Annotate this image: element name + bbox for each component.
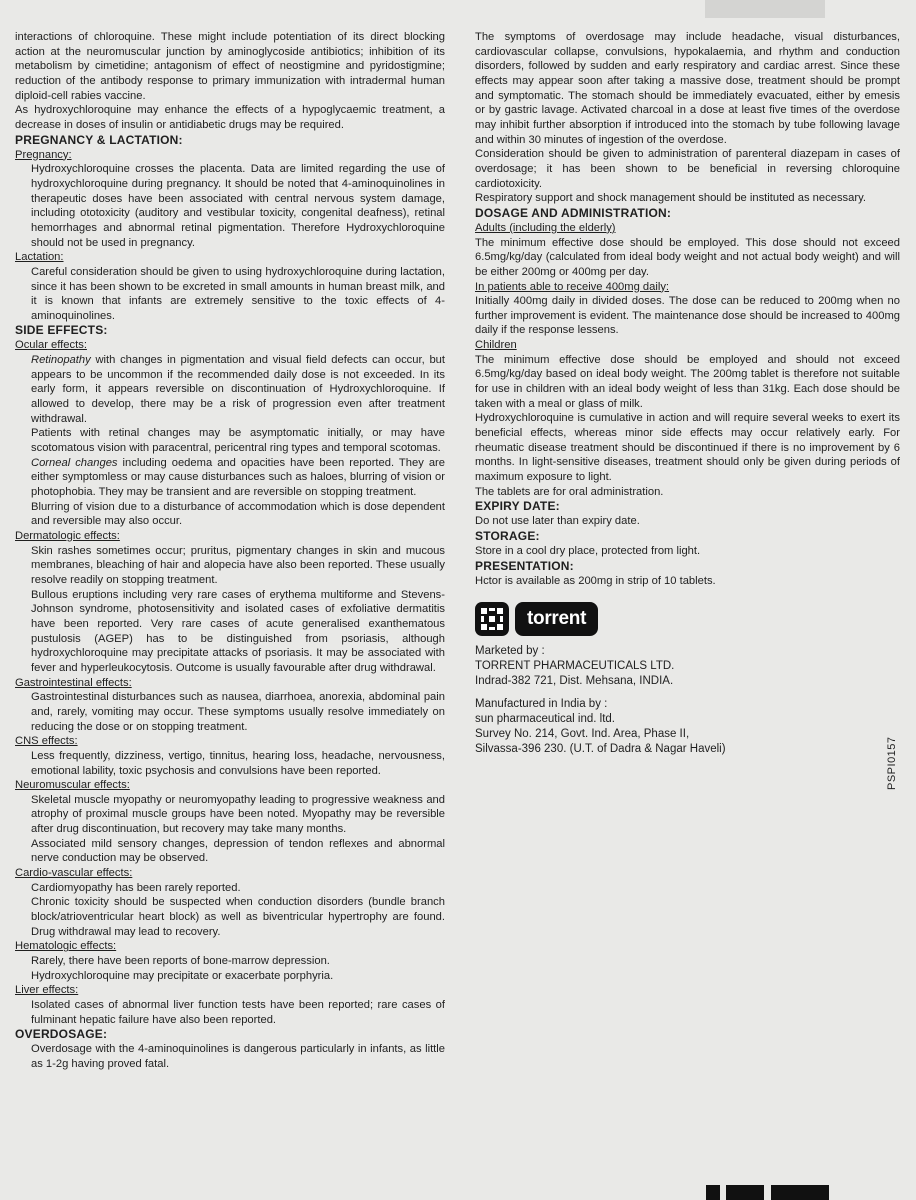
marketed-address: Indrad-382 721, Dist. Mehsana, INDIA. bbox=[475, 675, 674, 688]
bottom-bar-2 bbox=[726, 1185, 764, 1200]
manufactured-address-2: Silvassa-396 230. (U.T. of Dadra & Nagar Haveli) bbox=[475, 743, 726, 756]
torrent-logo bbox=[475, 602, 900, 636]
paragraph-cns: Less frequently, dizziness, vertigo, tinnitus, hearing loss, headache, nervousness, emotional lability, toxic psychosis and convulsions have been reported. bbox=[31, 749, 445, 777]
paragraph-cumulative: Hydroxychloroquine is cumulative in action and will require several weeks to exert its beneficial effects, whereas minor side effects may occur relatively early. For rheumatic disease treatment should be discontinued if there is no improvement by 6 months. In light-sensitive diseases, treatment should only be given during periods of maximum exposure to light. bbox=[475, 412, 900, 484]
document-code: PSPI0157 bbox=[886, 736, 898, 790]
paragraph-diazepam: Consideration should be given to administration of parenteral diazepam in cases of overdosage; it has been shown to be beneficial in reversing chloroquine cardiotoxicity. bbox=[475, 148, 900, 190]
subheading-hematologic: Hematologic effects: bbox=[15, 940, 117, 953]
subheading-cns: CNS effects: bbox=[15, 735, 78, 748]
marketed-company: TORRENT PHARMACEUTICALS LTD. bbox=[475, 660, 675, 673]
paragraph-overdosage: Overdosage with the 4-aminoquinolines is dangerous particularly in infants, as little as 1-2g having proved fatal. bbox=[31, 1043, 445, 1070]
bottom-bar-1 bbox=[706, 1185, 720, 1200]
heading-dosage: DOSAGE AND ADMINISTRATION: bbox=[475, 205, 672, 220]
manufactured-label: Manufactured in India by : bbox=[475, 698, 608, 711]
paragraph-adults: The minimum effective dose should be employed. This dose should not exceed 6.5mg/kg/day (calculated from ideal body weight and not actual body weight) and will be either 200mg or 400mg per day. bbox=[475, 236, 900, 278]
paragraph-oral: The tablets are for oral administration. bbox=[475, 485, 664, 498]
subheading-pregnancy: Pregnancy: bbox=[15, 148, 72, 161]
paragraph-retinal-changes: Patients with retinal changes may be asymptomatic initially, or may have scotomatous vision with paracentral, pericentral ring types and temporal scotomas. bbox=[31, 427, 445, 455]
manufactured-company: sun pharmaceutical ind. ltd. bbox=[475, 713, 615, 726]
subheading-neuromuscular: Neuromuscular effects: bbox=[15, 779, 130, 792]
paragraph-neuromuscular-1: Skeletal muscle myopathy or neuromyopathy leading to progressive weakness and atrophy of proximal muscle groups have been noted. Myopathy may be reversible after drug discontinuation, but recovery may take many months. bbox=[31, 793, 445, 836]
paragraph-symptoms: The symptoms of overdosage may include headache, visual disturbances, cardiovascular collapse, convulsions, hypokalaemia, and rhythm and conduction disorders, followed by sudden and early respiratory and cardiac arrest. Since these effects may appear soon after taking a massive dose, treatment should be prompt and symptomatic. The stomach should be immediately evacuated, either by emesis or by gastric lavage. Activated charcoal in a dose at least five times of the overdose may inhibit further absorption if introduced into the stomach by tube following lavage and within 30 minutes of ingestion of the overdose. bbox=[475, 31, 900, 146]
paragraph-liver: Isolated cases of abnormal liver function tests have been reported; rare cases of fulminant hepatic failure have also been reported. bbox=[31, 999, 445, 1026]
bottom-bar-3 bbox=[771, 1185, 829, 1200]
paragraph-children: The minimum effective dose should be employed and should not exceed 6.5mg/kg/day based on ideal body weight. The 200mg tablet is therefore not suitable for use in children with an ideal body weight of less than 31kg. Each dose should be taken with a meal or glass of milk. bbox=[475, 353, 900, 410]
subheading-liver: Liver effects: bbox=[15, 984, 79, 997]
overdosage-section bbox=[15, 1042, 445, 1071]
marketed-by-block bbox=[475, 644, 900, 689]
label-corneal: Corneal changes bbox=[31, 456, 118, 469]
paragraph-hematologic-2: Hydroxychloroquine may precipitate or exacerbate porphyria. bbox=[31, 969, 334, 982]
paragraph-lactation: Careful consideration should be given to using hydroxychloroquine during lactation, since it has been shown to be excreted in small amounts in human breast milk, and it is known that infants are extremely sensitive to the toxic effects of 4-aminoquinolines. bbox=[31, 265, 445, 322]
paragraph-skin: Skin rashes sometimes occur; pruritus, pigmentary changes in skin and mucous membranes, bleaching of hair and alopecia have also been reported. These usually resolve readily on stopping treatment. bbox=[31, 544, 445, 586]
paragraph-bullous: Bullous eruptions including very rare cases of erythema multiforme and Stevens-Johnson syndrome, photosensitivity and isolated cases of exfoliative dermatitis have been reported. Very rare cases of acute generalised exanthematous pustulosis (AGEP) has to be distinguished from psoriasis, although hydroxychloroquine may precipitate attacks of psoriasis. It may be associated with fever and hyperleukocytosis. Outcome is usually favourable after drug withdrawal. bbox=[31, 588, 445, 674]
paragraph-blurring: Blurring of vision due to a disturbance of accommodation which is dose dependent and reversible may also occur. bbox=[31, 500, 445, 528]
torrent-checker-logo-icon bbox=[475, 602, 509, 636]
manufactured-by-block bbox=[475, 697, 900, 757]
subheading-children: Children bbox=[475, 339, 517, 352]
heading-expiry: EXPIRY DATE: bbox=[475, 499, 560, 514]
label-retinopathy: Retinopathy bbox=[31, 354, 91, 367]
top-margin-mark bbox=[705, 0, 825, 18]
subheading-adults: Adults (including the elderly) bbox=[475, 221, 616, 234]
right-column bbox=[475, 30, 900, 757]
subheading-gastrointestinal: Gastrointestinal effects: bbox=[15, 676, 132, 689]
left-column bbox=[15, 30, 445, 1072]
paragraph-neuromuscular-2: Associated mild sensory changes, depression of tendon reflexes and abnormal nerve conduction may be observed. bbox=[31, 837, 445, 865]
paragraph-pregnancy: Hydroxychloroquine crosses the placenta. Data are limited regarding the use of hydroxychloroquine during pregnancy. It should be noted that 4-aminoquinolines in therapeutic doses have been associated with central nervous system damage, including ototoxicity (auditory and vestibular toxicity, congenital deafness), retinal hemorrhages and abnormal retinal pigmentation. Therefore Hydroxychloroquine should not be used in pregnancy. bbox=[31, 163, 445, 249]
heading-side-effects: SIDE EFFECTS: bbox=[15, 323, 108, 338]
manufactured-address-1: Survey No. 214, Govt. Ind. Area, Phase II, bbox=[475, 728, 690, 741]
paragraph-expiry: Do not use later than expiry date. bbox=[475, 515, 640, 528]
paragraph-400mg: Initially 400mg daily in divided doses. The dose can be reduced to 200mg when no further improvement is evident. The maintenance dose should be increased to 400mg daily if the response lessens. bbox=[475, 295, 900, 337]
subheading-400mg: In patients able to receive 400mg daily: bbox=[475, 280, 670, 293]
paragraph-retinopathy: Retinopathy with changes in pigmentation and visual field defects can occur, but appears to be uncommon if the recommended daily dose is not exceeded. In its early form, it appears reversible on discontinuation of Hydroxychloroquine. If allowed to develop, there may be a risk of progression even after treatment withdrawal. bbox=[31, 354, 445, 425]
paragraph-cardiovascular-1: Cardiomyopathy has been rarely reported. bbox=[31, 881, 241, 894]
subheading-ocular: Ocular effects: bbox=[15, 339, 87, 352]
paragraph-hypoglycaemic: As hydroxychloroquine may enhance the effects of a hypoglycaemic treatment, a decrease in doses of insulin or antidiabetic drugs may be required. bbox=[15, 104, 445, 131]
marketed-label: Marketed by : bbox=[475, 645, 545, 658]
subheading-dermatologic: Dermatologic effects: bbox=[15, 530, 120, 542]
subheading-lactation: Lactation: bbox=[15, 251, 64, 264]
side-effects-section bbox=[15, 338, 445, 1027]
paragraph-presentation: Hctor is available as 200mg in strip of 10 tablets. bbox=[475, 574, 716, 587]
pregnancy-section bbox=[15, 148, 445, 324]
heading-overdosage: OVERDOSAGE: bbox=[15, 1027, 108, 1042]
paragraph-respiratory: Respiratory support and shock management should be instituted as necessary. bbox=[475, 192, 866, 205]
paragraph-hematologic-1: Rarely, there have been reports of bone-marrow depression. bbox=[31, 955, 330, 968]
heading-presentation: PRESENTATION: bbox=[475, 558, 574, 573]
paragraph-corneal: Corneal changes including oedema and opacities have been reported. They are either symptomless or may cause disturbances such as haloes, blurring of vision or photophobia. They may be transient and are reversible on stopping treatment. bbox=[31, 456, 445, 499]
subheading-cardiovascular: Cardio-vascular effects: bbox=[15, 867, 133, 880]
paragraph-storage: Store in a cool dry place, protected from light. bbox=[475, 545, 701, 557]
paragraph-gastrointestinal: Gastrointestinal disturbances such as nausea, diarrhoea, anorexia, abdominal pain and, rarely, vomiting may occur. These symptoms usually resolve immediately on reducing the dose or on stopping treatment. bbox=[31, 691, 445, 733]
heading-storage: STORAGE: bbox=[475, 529, 540, 543]
heading-pregnancy-lactation: PREGNANCY & LACTATION: bbox=[15, 132, 183, 147]
paragraph-cardiovascular-2: Chronic toxicity should be suspected when conduction disorders (bundle branch block/atrioventricular heart block) as well as biventricular hypertrophy are found. Drug withdrawal may lead to recovery. bbox=[31, 896, 445, 938]
paragraph-interactions: interactions of chloroquine. These might include potentiation of its direct blocking action at the neuromuscular junction by aminoglycoside antibiotics; inhibition of its metabolism by cimetidine; antagonism of effect of neostigmine and pyridostigmine; reduction of the antibody response to primary immunization with intradermal human diploid-cell rabies vaccine. bbox=[15, 31, 445, 102]
torrent-wordmark: torrent bbox=[515, 602, 598, 636]
